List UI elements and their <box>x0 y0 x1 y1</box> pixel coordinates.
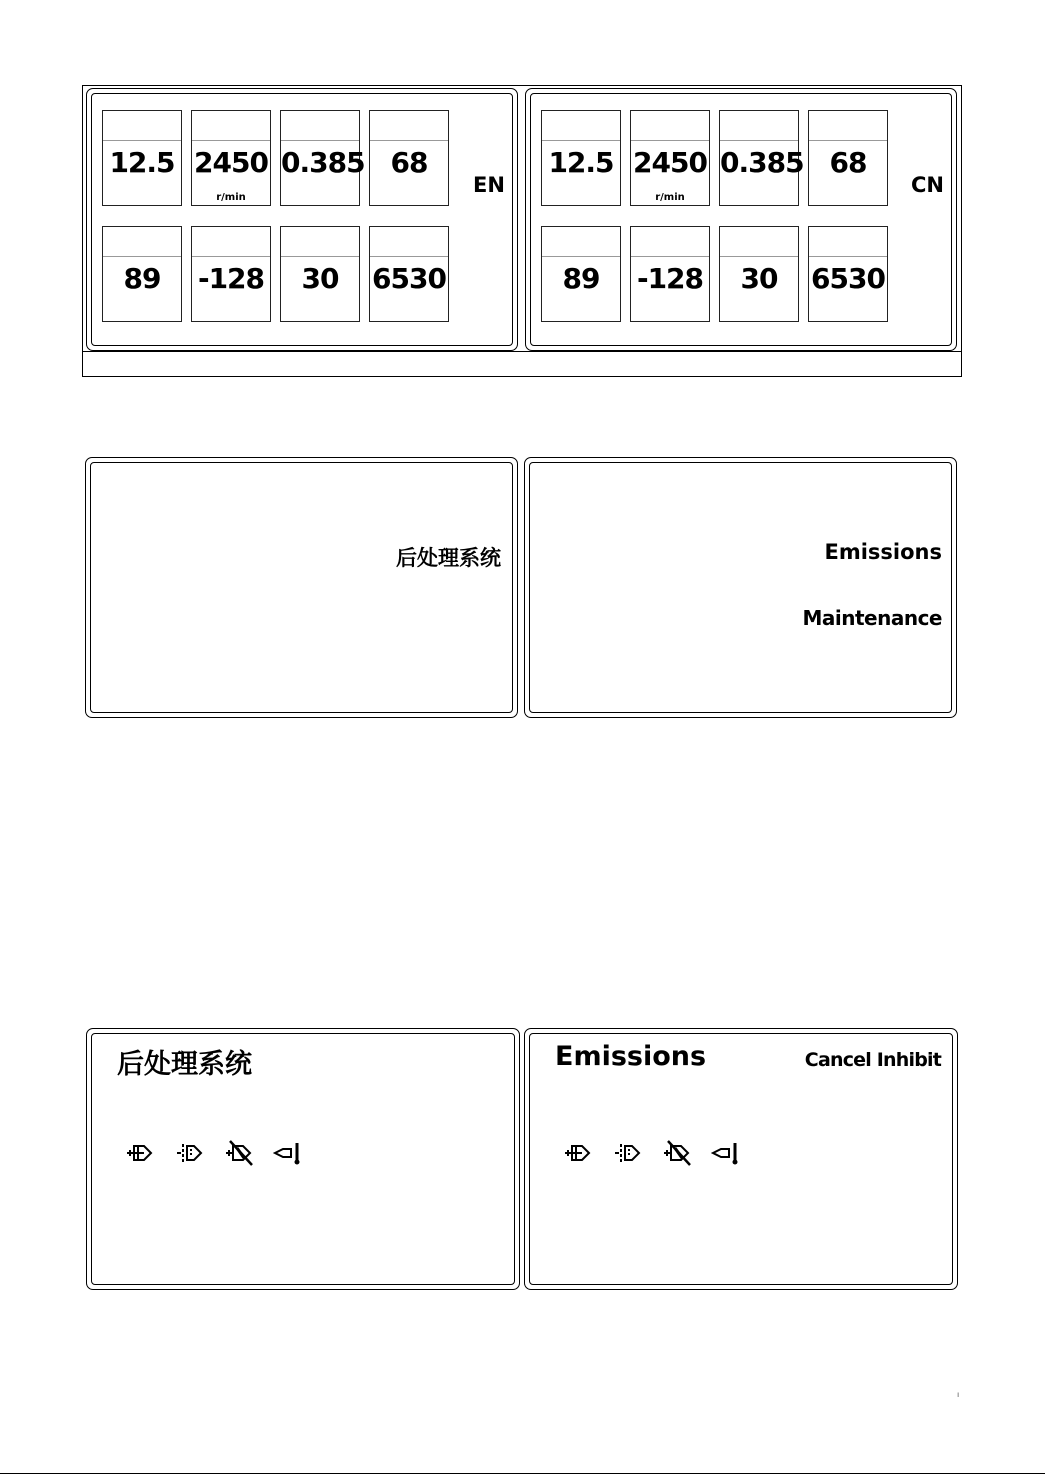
gauge-value: 30 <box>301 262 339 295</box>
gauge-value: 6530 <box>811 262 885 295</box>
emissions-screen-en <box>524 1028 958 1290</box>
menu-screen-cn <box>85 457 518 718</box>
frame-divider <box>82 351 962 352</box>
gauge-value: -128 <box>636 262 704 295</box>
gauge-value: 68 <box>390 146 428 179</box>
gauge-value: 2450 <box>633 146 707 179</box>
page-mark: ı <box>957 1390 960 1399</box>
gauge-cell-3 <box>280 110 365 206</box>
menu-item-aftertreatment[interactable]: 后处理系统 <box>396 546 501 570</box>
gauge-value: 12.5 <box>548 146 614 179</box>
screen-title: Emissions <box>555 1041 707 1072</box>
exhaust-temp-icon <box>273 1140 303 1170</box>
dpf-inhibit-icon <box>224 1139 256 1171</box>
dpf-regen-icon <box>125 1140 155 1170</box>
cancel-inhibit-button[interactable]: Cancel Inhibit <box>804 1049 941 1071</box>
gauge-value: 89 <box>562 262 600 295</box>
emissions-screen-cn <box>86 1028 520 1290</box>
language-label: EN <box>473 173 505 197</box>
gauge-cell-6 <box>630 226 710 322</box>
gauge-value: 12.5 <box>109 146 175 179</box>
gauge-unit: r/min <box>655 192 685 203</box>
gauge-cell-5 <box>102 226 182 322</box>
dpf-active-icon <box>175 1140 205 1170</box>
gauge-screen-en <box>86 88 518 351</box>
gauge-cell-3 <box>719 110 804 206</box>
gauge-screen-cn <box>525 88 957 351</box>
page-bottom-rule <box>0 1473 1045 1474</box>
gauge-cell-7 <box>719 226 799 322</box>
menu-item-emissions[interactable]: Emissions <box>824 540 942 564</box>
dpf-inhibit-icon <box>662 1139 694 1171</box>
exhaust-temp-icon <box>711 1140 741 1170</box>
gauge-cell-6 <box>191 226 271 322</box>
gauge-unit: r/min <box>216 192 246 203</box>
gauge-value: 0.385 <box>720 146 804 179</box>
language-label: CN <box>911 173 944 197</box>
gauge-cell-7 <box>280 226 360 322</box>
gauge-cell-speed <box>541 110 621 206</box>
gauge-value: 30 <box>740 262 778 295</box>
gauge-value: -128 <box>197 262 265 295</box>
gauge-value: 0.385 <box>281 146 365 179</box>
menu-screen-en <box>524 457 957 718</box>
gauge-cell-4 <box>808 110 888 206</box>
gauge-value: 68 <box>829 146 867 179</box>
dpf-regen-icon <box>563 1140 593 1170</box>
gauge-cell-speed <box>102 110 182 206</box>
screen-title: 后处理系统 <box>117 1049 252 1080</box>
menu-item-maintenance[interactable]: Maintenance <box>802 606 942 630</box>
gauge-cell-rpm <box>191 110 271 206</box>
gauge-value: 89 <box>123 262 161 295</box>
gauge-value: 6530 <box>372 262 446 295</box>
gauge-cell-8 <box>808 226 888 322</box>
gauge-value: 2450 <box>194 146 268 179</box>
gauge-cell-8 <box>369 226 449 322</box>
gauge-cell-rpm <box>630 110 710 206</box>
gauge-cell-5 <box>541 226 621 322</box>
gauge-cell-4 <box>369 110 449 206</box>
dpf-active-icon <box>613 1140 643 1170</box>
